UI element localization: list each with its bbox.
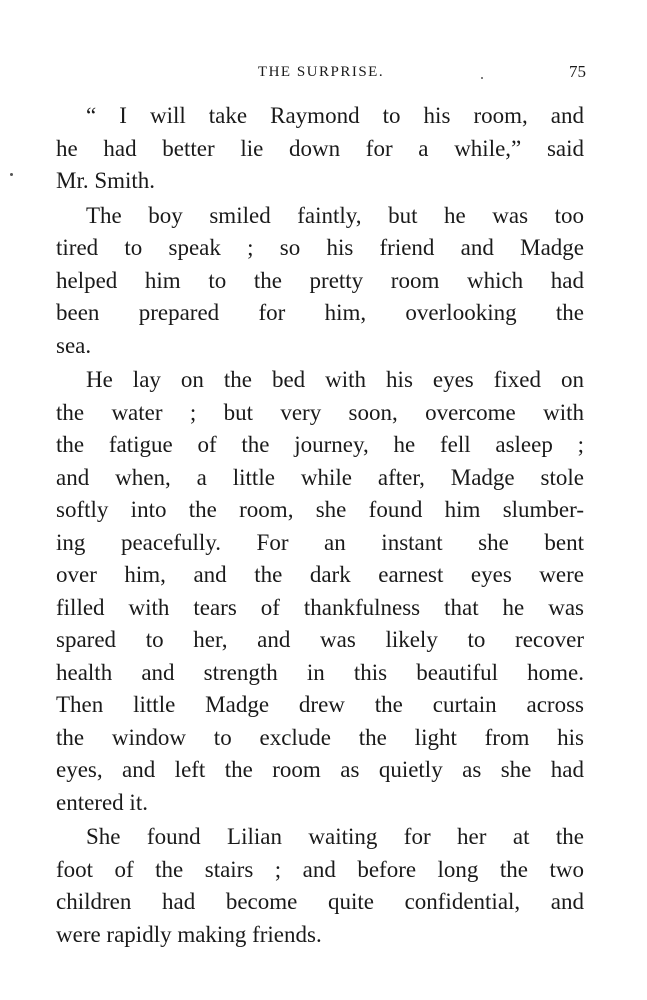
- paragraph-1: [56, 100, 584, 198]
- print-speck: [10, 173, 13, 176]
- text-line: She found Lilian waiting for her at the: [86, 824, 584, 849]
- text-line: eyes, and left the room as quietly as she had: [56, 757, 584, 782]
- text-line: He lay on the bed with his eyes fixed on: [86, 367, 584, 392]
- text-line: were rapidly making friends.: [56, 921, 322, 947]
- body-text: [56, 100, 584, 951]
- text-line: ing peacefully. For an instant she bent: [56, 529, 584, 555]
- text-line: entered it.: [56, 789, 148, 815]
- text-line: foot of the stairs ; and before long the two: [56, 856, 584, 882]
- paragraph-2: [56, 200, 584, 363]
- text-line: the water ; but very soon, overcome with: [56, 399, 584, 425]
- text-line: spared to her, and was likely to recover: [56, 627, 584, 652]
- print-speck: [481, 77, 483, 79]
- running-head: [56, 60, 586, 84]
- paragraph-3: [56, 364, 584, 819]
- text-line: helped him to the pretty room which had: [56, 267, 584, 293]
- text-line: Mr. Smith.: [56, 168, 156, 193]
- text-line: softly into the room, she found him slumber-: [56, 497, 584, 522]
- text-line: The boy smiled faintly, but he was too: [86, 202, 584, 228]
- text-line: the fatigue of the journey, he fell asleep ;: [56, 432, 584, 457]
- text-line: and when, a little while after, Madge stole: [56, 464, 584, 490]
- text-line: health and strength in this beautiful home.: [56, 659, 584, 685]
- text-line: Then little Madge drew the curtain across: [56, 692, 584, 717]
- text-line: the window to exclude the light from his: [56, 724, 584, 750]
- paragraph-4: [56, 821, 584, 951]
- chapter-title: THE SURPRISE.: [257, 64, 385, 80]
- text-line: he had better lie down for a while,” said: [56, 135, 584, 161]
- page-number: 75: [569, 62, 586, 81]
- text-line: sea.: [56, 332, 92, 358]
- text-line: over him, and the dark earnest eyes were: [56, 562, 584, 587]
- text-line: children had become quite confidential, and: [56, 889, 584, 914]
- text-line: filled with tears of thankfulness that he was: [56, 594, 584, 620]
- text-line: been prepared for him, overlooking the: [56, 300, 584, 325]
- text-line: tired to speak ; so his friend and Madge: [56, 235, 584, 260]
- text-line: “ I will take Raymond to his room, and: [86, 103, 584, 128]
